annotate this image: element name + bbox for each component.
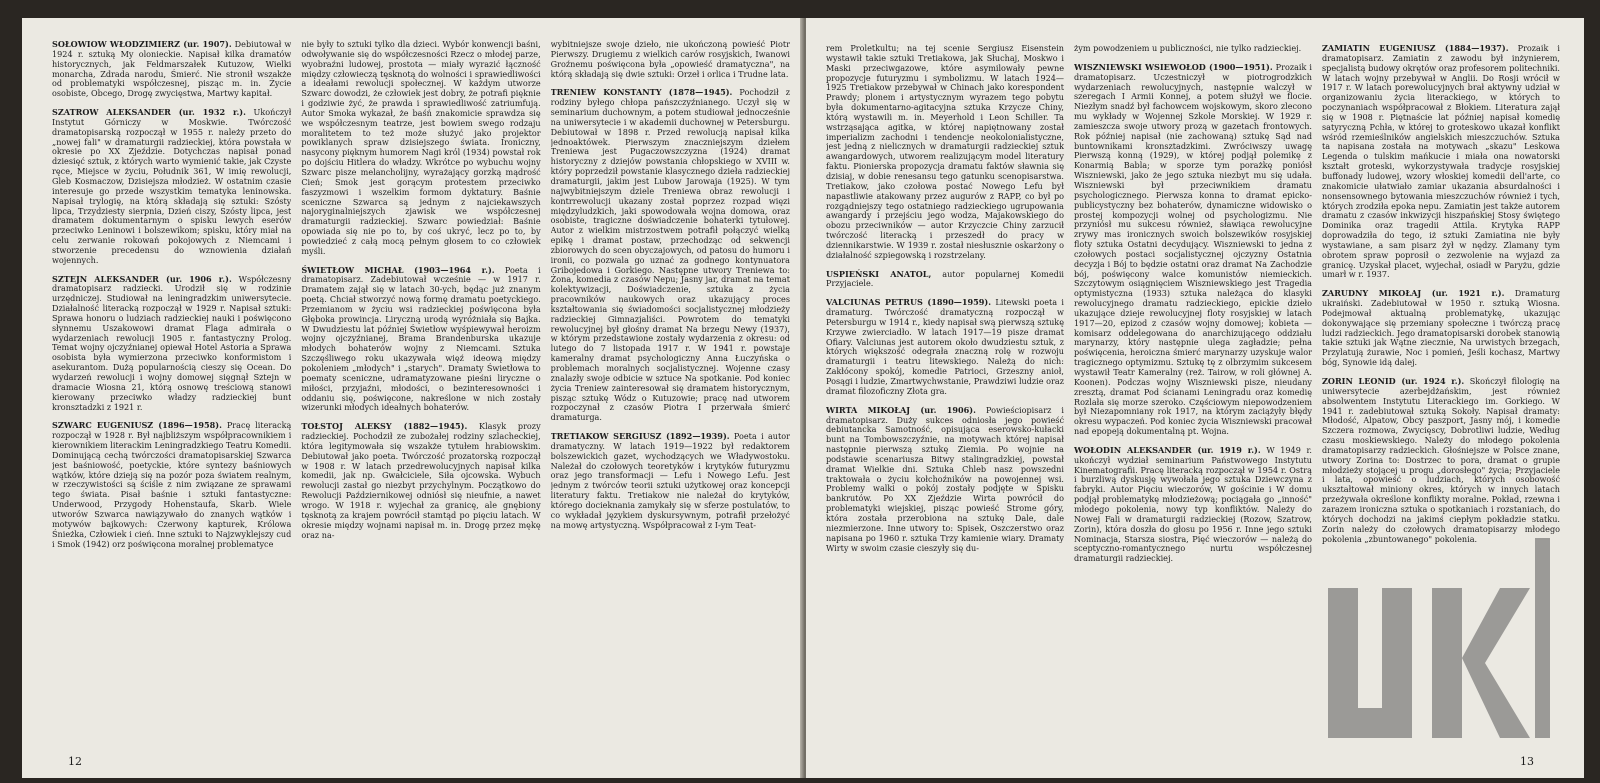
entry-heading: USPIEŃSKI ANATOL, [826, 268, 932, 279]
left-column-2 [301, 40, 540, 740]
entry-text: wybitniejsze swoje dzieło, nie ukończoną powieść Piotr Pierwszy. Drugiemu z wielkich carów rosyjskich, Iwanowi Groźnemu poświęcona była „opowieść dramatyczna", na którą składają się dwie sztuki: Orzeł i orlica i Trudne lata. [550, 40, 790, 79]
entry-heading: ŚWIETŁOW MICHAŁ (1903—1964 r.). [301, 264, 495, 275]
entry-text: W 1949 r. ukończył wydział seminarium Państwowego Instytutu Kinematografii. Pracę literacką rozpoczął w 1954 r. Ostrą i burzliwą dyskusję wywołała jego sztuka Dziewczyna z fabryki. Autor Pięciu wieczorów, W gościnie i W domu podjął problematykę młodzieżową; pociągała go „inność" młodego pokolenia, nowy typ konfliktów. Należy do Nowej Fali w dramaturgii radzieckiej (Rozow, Szatrow, Zorin), która doszła do głosu po 1956 r. Inne jego sztuki Nominacja, Starsza siostra, Pięć wieczorów — należą do sceptyczno-romantycznego nurtu współczesnej dramaturgii radzieckiej. [1074, 444, 1312, 564]
entry-text: Dramaturg ukraiński. Zadebiutował w 1950 r. sztuką Wiosna. Podejmował aktualną problematykę, ukazując dokonywające się przemiany społeczne i twórczą pracę ludzi radzieckich. Jego dramatopisarski dorobek stanowią takie sztuki jak Wątne ziecznie, Na urwistych brzegach, Przylatują żurawie, Noc i pomień, Jeśli kochasz, Martwy bóg, Synowie idą dalej. [1322, 288, 1560, 368]
entry-heading: ZARUDNY MIKOŁAJ (ur. 1921 r.). [1322, 288, 1505, 299]
entry-text: Powieściopisarz i dramatopisarz. Duży sukces odniosła jego powieść debiutancka Samotność, opisująca eserowsko-kułacki bunt na Tombowszczyźnie, na motywach której napisał następnie pierwszą sztukę Ziemia. Po wojnie na podstawie scenariusza Bitwy stalingradzkiej, powstał dramat Wielkie dni. Sztuka Chleb nasz powszedni traktowała o życiu kołchoźników na powojennej wsi. Problemy walki o pokój zostały podjęte w Spisku bankrutów. Po XX Zjeździe Wirta powrócił do problematyki wiejskiej, pisząc powieść Strome góry, która została przerobiona na sztukę Dale, dale niezmierzone. Inne utwory to: Spisek, Oszczerstwo oraz napisana po 1960 r. sztuka Trzy kamienie wiary. Dramaty Wirty w swoim czasie cieszyły się du- [826, 404, 1064, 553]
entry-paragraph [826, 406, 1064, 554]
entry-paragraph [52, 421, 291, 549]
entry-text: Prozaik i dramatopisarz. Uczestniczył w piotrogrodzkich wydarzeniach rewolucyjnych, następnie walczył w szeregach I Armii Konnej, a potem służył we flocie. Niezłym snadź był fachowcem wojskowym, skoro zlecono mu wykłady w Wojennej Szkole Morskiej. W 1929 r. zamieszcza swoje utwory prozą w gazetach frontowych. Rok później napisał (nie zachowaną) sztukę Sąd nad buntownikami kronsztadzkimi. Zwróciwszy uwagę Pierwszą konną (1929), w której podjął polemikę z Konarmią Babla; w sporze tym porażkę poniósł Wiszniewski, jako że jego sztuka niezbyt mu się udała. Wiszniewski był przeciwnikiem dramatu psychologicznego. Pierwsza konna to dramat epicko-publicystyczny bez bohaterów, dynamiczne widowisko o prostej kompozycji wolnej od psychologizmu. Nie przyniósł mu sukcesu również, sławiąca rewolucyjne zrywy mas ironicznych swoich bolszewików rosyjskiej floty sztuka Ostatni decydujący. Wiszniewski to jedna z czołowych postaci socjalistycznej ojczyzny Ostatnia decyzja i Bój to będzie ostatni oraz dramat Na Zachodzie bój, poświęcony walce komunistów niemieckich. Szczytowym osiągnięciem Wiszniewskiego jest Tragedia optymistyczna (1933) sztuka należąca do klasyki rewolucyjnego dramatu radzieckiego, epickie dzieło ukazujące dzieje rewolucyjnej floty rosyjskiej w latach 1917—20, epizod z czasów wojny domowej; kobieta — komisarz oddelegowana do anarchizującego oddziału marynarzy, który następnie ulega zagładzie; pełna poświęcenia, heroiczna śmierć marynarzy uzyskuje walor tragicznego optymizmu. Sztukę tę z olbrzymim sukcesem wystawił Teatr Kameralny (reż. Tairow, w roli głównej A. Koonen). Podczas wojny Wiszniewski pisze, nieudany zresztą, dramat Pod ścianami Leningradu oraz komedię Rozlała się morze szeroko. Częściowym niepowodzeniem był Niezapomniany rok 1917, na którym zaciążyły błędy okresu wypaczeń. Pod koniec życia Wiszniewski pracował nad epopeją dokumentalną pt. Wojna. [1074, 61, 1312, 437]
right-column-1 [826, 44, 1064, 744]
entry-paragraph [826, 298, 1064, 396]
entry-paragraph [1074, 63, 1312, 437]
entry-text: Klasyk prozy radzieckiej. Pochodził ze zubożałej rodziny szlacheckiej, która legitymowała się wszakże tytułem hrabiowskim. Debiutował jako poeta. Twórczość prozatorską rozpoczął w 1908 r. W latach przedrewolucyjnych napisał kilka komedii, jak np. Gwałciciele, Siła ojcowska. Wybuch rewolucji zastał go niezbyt przychylnym. Początkowo do Rewolucji Październikowej odniósł się nieufnie, a nawet wrogo. W 1918 r. wyjechał za granicę, ale gnębiony tęsknotą za krajem powrócił stamtąd po pięciu latach. W okresie między wojnami napisał m. in. Drogę przez mękę oraz na- [301, 421, 541, 540]
right-column-3 [1322, 44, 1560, 744]
entry-paragraph [826, 44, 1064, 261]
entry-heading: VALCIUNAS PETRUS (1890—1959). [826, 297, 992, 308]
entry-heading: TRETIAKOW SERGIUSZ (1892—1939). [550, 431, 730, 442]
entry-text: Poeta i autor dramatyczny. W latach 1919—1922 był redaktorem bolszewickich gazet, wychodzących we Władywostoku. Należał do czołowych teoretyków i krytyków futuryzmu oraz jego transformacji — Lefu i Nowego Lefu. Jest jednym z twórców teorii sztuki użytkowej oraz koncepcji literatury faktu. Tretiakow nie należał do krytyków, którego docieknania zamykały się w sferze postulatów, to co wykładał językiem dyskursywnym, potrafił przełożyć na mowę artystyczną. Współpracował z I-ym Teat- [550, 431, 790, 530]
right-page [806, 18, 1584, 778]
entry-paragraph [301, 266, 540, 414]
entry-text: Ukończył Instytut Górniczy w Moskwie. Twórczość dramatopisarską rozpoczął w 1955 r. należy przeto do „nowej fali" w dramaturgii radzieckiej, która powstała w okresie po XX Zjeździe. Dotychczas napisał ponad dziesięć sztuk, z których warto wymienić takie, jak Czyste ręce, Miejsce w życiu, Południk 361, W imię rewolucji, Gleb Kosmaczow, Dzisiejsza młodzież. W ostatnim czasie interesuje go przede wszystkim tematyka leninowska. Napisał trylogię, na którą składają się sztuki: Szósty lipca, Trzydziesty sierpnia, Dzień ciszy, Szósty lipca, jest dramatem dokumentarnym o spisku lewych eserów przeciwko Leninowi i bolszewikom; spisku, który miał na celu zerwanie rokowań pokojowych z Niemcami i stworzenie precedensu do wznowienia działań wojennych. [52, 107, 292, 265]
entry-paragraph [52, 275, 291, 413]
right-column-2 [1074, 44, 1312, 744]
entry-heading: SZTEJN ALEKSANDER (ur. 1906 r.). [52, 273, 232, 284]
entry-heading: WIRTA MIKOŁAJ (ur. 1906). [826, 404, 976, 415]
entry-heading: SZWARC EUGENIUSZ (1896—1958). [52, 420, 222, 431]
entry-text: Pracę literacką rozpoczął w 1928 r. Był najbliższym współpracownikiem i kierownikiem literackim Leningradzkiego Teatru Komedii. Dominującą cechą twórczości dramatopisarskiej Szwarca jest baśniowość, poetyckie, które syntezy baśniowych wątków, które dzieją się na pozór poza światem realnym, w rzeczywistości są ściśle z nim związane ze sprawami tego świata. Pisał baśnie i sztuki fantastyczne: Underwood, Przygody Hohenstaufa, Skarb. Wiele utworów Szwarca nawiązywało do znanych wątków i motywów bajkowych: Czerwony kapturek, Królowa Śnieżka, Człowiek i cień. Inne sztuki to Najzwyklejszy cud i Smok (1942) orz poświęcona moralnej problematyce [52, 420, 292, 549]
entry-paragraph [301, 422, 540, 540]
entry-paragraph [1322, 377, 1560, 544]
entry-paragraph [1322, 44, 1560, 280]
left-column-1 [52, 40, 291, 740]
entry-text: Poeta i dramatopisarz. Zadebiutował wcześnie — w 1917 r. Dramatem zajął się w latach 30-ych, będąc już znanym poetą. Chciał stworzyć nową formę dramatu poetyckiego. Przemianom w życiu wsi radzieckiej poświęcona była Głęboka prowincja. Liryczną urodą wyróżniała się Bajka. W Dwudziestu lat później Świetłow wyśpiewywał heroizm wojny ojczyźnianej, Brama Brandenburska ukazuje młodych bohaterów wojny z Niemcami. Sztuka Szczęśliwego roku ukazywała więź ideową między pokoleniem „młodych" i „starych". Dramaty Świetłowa to poematy sceniczne, udramatyzowane pieśni liryczne o miłości, przyjaźni, młodości, o bezinteresowności i oddaniu się, poświęcone, nakreślone w nich zostały wizerunki młodych ideałnych bohaterów. [301, 264, 541, 413]
right-page-columns [826, 44, 1560, 744]
left-page-columns [52, 40, 790, 740]
entry-paragraph [551, 40, 790, 79]
entry-heading: SZATROW ALEKSANDER (ur. 1932 r.). [52, 107, 246, 118]
entry-text: rem Proletkultu; na tej scenie Sergiusz Eisenstein wystawił takie sztuki Tretiakowa, jak Słuchaj, Moskwo i Maski przeciwgazowe, które asymilowały pewne propozycje futuryzmu i symbolizmu. W latach 1924—1925 Tretiakow przebywał w Chinach jako korespondent Prawdy; plonem i artystycznym wyrazem tego pobytu była dokumentarno-agitacyjna sztuka Krzycze Chiny, którą wystawili m. in. Meyerhold i Leon Schiller. Ta wstrząsająca agitka, w której napiętnowany został imperializm zachodni i tendencje neokolonialistyczne, jest jedną z nielicznych w dramaturgii radzieckiej sztuk awangardowych, utworem realizującym model literatury faktu. Pionierska propozycja dramatu faktów sławnia się dzisiaj, w dobie renesansu tego gatunku scenopisarstwa. Tretiakow, jako czołowa postać Nowego Lefu był napastliwie atakowany przez augurów z RAPP, co był po rozgądniejszy tego ostatniego radzieckiego ugrupowania awangardy i przejściu jego wodza, Majakowskiego do obozu przeciwników — autor Krzyczcie Chiny zarzucił twórczość literacką i przeszedł do pracy w dziennikarstwie. W 1939 r. został niesłusznie oskarżony o działalność szpiegowską i rozstrzelany. [826, 44, 1064, 260]
entry-paragraph [1074, 44, 1312, 54]
entry-heading: ZAMIATIN EUGENIUSZ (1884—1937). [1322, 44, 1509, 53]
entry-paragraph [1322, 289, 1560, 368]
entry-heading: SOŁOWIOW WŁODZIMIERZ (ur. 1907). [52, 40, 232, 49]
entry-text: żym powodzeniem u publiczności, nie tylko radzieckiej. [1074, 44, 1302, 53]
entry-text: nie były to sztuki tylko dla dzieci. Wybór konwencji baśni, odwoływanie się do współczesności Rzecz o młodej parze, wyobraźni ludowej, prostota — miały wyrazić łączność między człowieczą tęsknotą do wolności i sprawiedliwości a ideałami rewolucji społecznej. W każdym utworze Szwarc dowodzi, że człowiek jest dobry, że potrafi pięknie i godziwie żyć, że prawda i sprawiedliwość zatriumfują. Autor Smoka wykazał, że baśń znakomicie sprawdza się we współczesnym teatrze, jest bowiem swego rodzaju moralitetem to też może służyć jako projektor powiklanych spraw dzisiejszego świata. Ironiczny, nasycony pięknym humorem Nagi król (1934) powstał rok po dojściu Hitlera do władzy. Wkrótce po wybuchu wojny Szwarc pisze melancholijny, wyrażający gorzką mądrość Cień; Smok jest gorącym protestem przeciwko faszyzmowi i wszelkim formom dyktatury. Baśnie sceniczne Szwarca są jednym z najciekawszych najoryginalniejszych zjawisk we współczesnej dramaturgii radzieckiej. Szwarc powiedział: Baśnie opowiada się nie po to, by coś ukryć, lecz po to, by powiedzieć z całą mocą pełnym głosem to co człowiek myśli. [301, 40, 541, 256]
entry-text: Debiutował w 1924 r. sztuką My olonieckie. Napisał kilka dramatów historycznych, jak Feldmarszałek Kutuzow, Wielki monarcha, Zdrada narodu, Śmierć. Nie stronił wszakże od problematyki współczesnej, pisząc m. in. Życie osobiste, Obcego, Drogę zwycięstwa, Martwy kapitał. [52, 40, 292, 99]
entry-paragraph [301, 40, 540, 257]
entry-heading: WISZNIEWSKI WSIEWOŁOD (1900—1951). [1074, 61, 1273, 72]
entry-heading: WOŁODIN ALEKSANDER (ur. 1919 r.). [1074, 444, 1261, 455]
entry-text: Prozaik i dramatopisarz. Zamiatin z zawodu był inżynierem, specjalistą budowy okrętów oraz profesorem politechniki. W latach wojny przebywał w Anglii. Do Rosji wrócił w 1917 r. W latach porewolucyjnych brał aktywny udział w organizowaniu życia literackiego, w których to poczynaniach współpracował z Błokiem. Literatura zajął się w 1908 r. Piętnaście lat później napisał komedię satyryczną Pchła, w której to groteskowo ukazał konflikt wśród rzemieślników angielskich mieszczuchów. Sztuka ta napisana została na motywach „skazu" Leskowa Legenda o tulskim mańkucie i miała ona nowatorski kształt groteski, wykorzystywała tradycje rosyjskiej buffonady ludowej, wzory włoskiej komedii dell'arte, co znakomicie ułatwiało zamiar ukazania absurdalności i nonsensownego bytowania mieszczuchów również i tych, których zrodziła epoka nepu. Zamiatin jest także autorem dramatu z czasów inkwizycji hiszpańskiej Stosy świętego Dominika oraz tragedii Attila. Krytyka RAPP doprowadziła do tego, iż sztuki Zamiatina nie były wystawiane, a sam pisarz żył w nędzy. Zlamany tym obrotem spraw poprosił o zezwolenie na wyjazd za granicę. Uzyskał placet, wyjechał, osiadł w Paryżu, gdzie umarł w r. 1937. [1322, 44, 1560, 280]
entry-paragraph [52, 40, 291, 99]
entry-heading: TOŁSTOJ ALEKSY (1882—1945). [301, 421, 468, 432]
entry-text: autor popularnej Komedii Przyjaciele. [826, 268, 1064, 289]
left-page [22, 18, 804, 778]
entry-text: Współczesny dramatopisarz radziecki. Urodził się w rodzinie urzędniczej. Studiował na leningradzkim uniwersytecie. Działalność literacką rozpoczął w 1929 r. Napisał sztuki: Sprawa honoru o ludziach radzieckiej nauki i poświęcono słynnemu Uszakowowi dramat Flaga admirała o wydarzeniach rewolucji 1905 r. fantastyczny Prolog. Temat wojny ojczyźnianej opiewał Hotel Astoria a Sprawa osobista była wymierzona przeciwko konformistom i asekurantom. Dużą popularnością cieszy się Ocean. Do wydarzeń rewolucji i wojny domowej sięgnął Sztejn w dramacie Wiosna 21, którą osnowę treściową stanowi kierowany przeciwko władzy radzieckiej bunt kronsztadzki z 1921 r. [52, 273, 292, 412]
entry-paragraph [551, 88, 790, 423]
page-number-left: 12 [68, 755, 82, 768]
entry-heading: TRENIEW KONSTANTY (1878—1945). [550, 87, 733, 98]
entry-heading: ZORIN LEONID (ur. 1924 r.). [1322, 376, 1465, 386]
entry-paragraph [551, 432, 790, 530]
page-number-right: 13 [1520, 755, 1534, 768]
entry-text: Litewski poeta i dramaturg. Twórczość dramatyczną rozpoczął w Petersburgu w 1914 r., kiedy napisał swą pierwszą sztukę Krzywe zwierciadło. W latach 1917—19 pisze dramat Ofiary. Valciunas jest autorem około dwudziestu sztuk, z których większość odegrała znaczną rolę w rozwoju dramaturgii i teatru litewskiego. Należą do nich: Zakłócony spokój, komedie Patrioci, Grzeszny anioł, Posągi i ludzie, Zmartwychwstanie, Prawdziwi ludzie oraz dramat filozoficzny Złota gra. [826, 297, 1064, 396]
left-column-3 [551, 40, 790, 740]
entry-text: Pochodził z rodziny byłego chłopa pańszczyźnianego. Uczył się w seminarium duchownym, a potem studiował jednocześnie na uniwersytecie i w akademii duchownej w Petersburgu. Debiutował w 1898 r. Przed rewolucją napisał kilka jednoaktówek. Pierwszym znaczniejszym dziełem Treniewa jest Pugaczowszczyzna (1924) dramat historyczny z dziejów powstania chłopskiego w XVIII w. który poprzedził powstanie klasycznego dzieła radzieckiej dramaturgii, jakim jest Lubow Jarowaja (1925). W tym najwybitniejszym dziele Treniewa obraz rewolucji i kontrrewolucji ukazany został poprzez rozpad więzi międzyludzkich, jaki spowodowała wojna domowa, oraz osobiste, tragiczne doświadczenie bohaterki tytułowej. Autor z wielkim mistrzostwem potrafił połączyć wielką epikę i dramat postaw, przechodząc od sekwencji zbiorowych do scen obyczajowych, od patosu do humoru i ironii, co pozwala go uznać za godnego kontynuatora Gribojedowa i Gorkiego. Następne utwory Treniewa to: Żona, komedia z czasów Nepu; Jasny jar, dramat na temat kolektywizacji, Doświadczenie, sztuka z życia pracowników naukowych oraz ukazujący proces kształtowania się świadomości socjalistycznej młodzieży radzieckiej Gimnazjaliści. Powrotem do tematyki rewolucyjnej był głośny dramat Na brzegu Newy (1937), w którym przedstawione zostały wydarzenia z okresu: od lutego do 7 listopada 1917 r. W 1941 r. powstaje kameralny dramat psychologiczny Anna Łuczyńska o problemach moralnych socjalistycznej. Wojenne czasy znalazły swoje odbicie w sztuce Na spotkanie. Pod koniec życia Treniew zainteresował się dramatem historycznym, pisząc sztukę Wódz o Kutuzowie; pracę nad utworem rozpoczynał z czasów Piotra I przerwała śmierć dramaturga. [550, 87, 790, 423]
entry-paragraph [52, 108, 291, 266]
entry-text: Skończył filologię na uniwersytecie azerbejdżańskim, jest również absolwentem Instytutu Literackiego im. Gorkiego. W 1941 r. zadebiutował sztuką Sokoły. Napisał dramaty: Młodość, Alpatow, Obcy paszport, Jasny mój, i komedie Szczera rozmowa, Zwycięscy, Dobrotliwi ludzie, Według czasu moskiewskiego. Należy do młodego pokolenia dramatopisarzy radzieckich. Głośniejsze w Polsce znane, utwory Zorina to: Dostrzec to pora, dramat o grupie młodzieży stojącej u progu „dorosłego" życia; Przyjaciele i lata, opowieść o ludziach, których osobowość ukształtował miniony okres, których w innych latach przeżywała określone konflikty moralne. Pokład, rzewna i zarazem ironiczna sztuka o spotkaniach i rozstaniach, do których dochodzi na jakimś ciepłym pokładzie statku. Zorin należy do czołowych dramatopisarzy młodego pokolenia „zbuntowanego" pokolenia. [1322, 376, 1560, 544]
entry-paragraph [1074, 446, 1312, 564]
entry-paragraph [826, 270, 1064, 290]
